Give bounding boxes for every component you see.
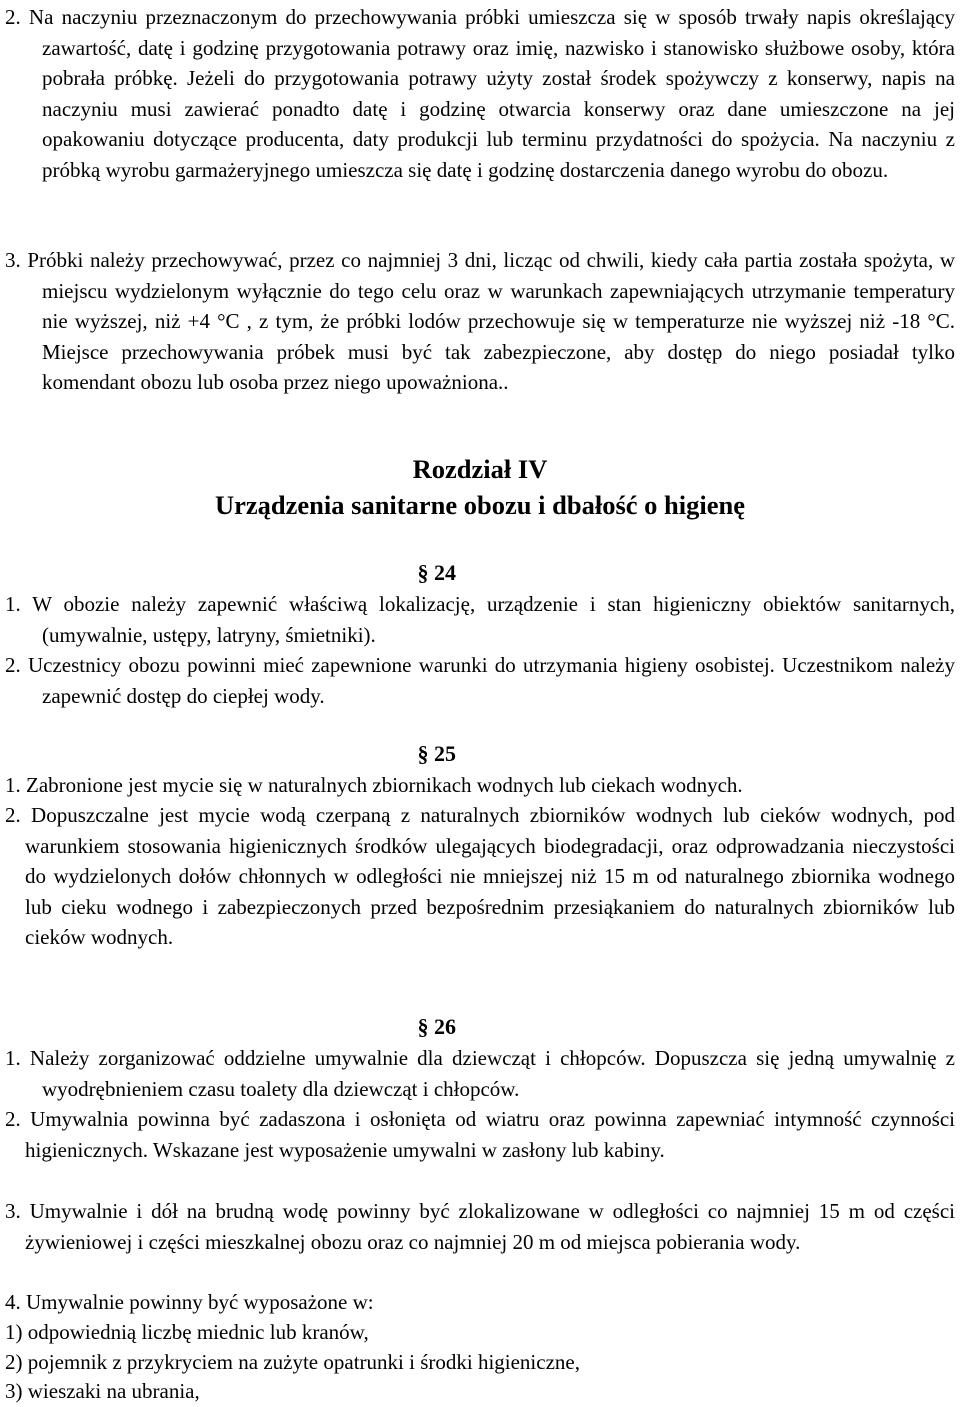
chapter-number: Rozdział IV bbox=[412, 454, 548, 484]
section-26-subitem-1: 1) odpowiednią liczbę miednic lub kranów, bbox=[5, 1320, 369, 1344]
section-sign: § bbox=[417, 1014, 429, 1039]
section-25-item-1: 1. Zabronione jest mycie się w naturalnych zbiornikach wodnych lub ciekach wodnych. bbox=[5, 773, 743, 797]
section-24-heading bbox=[412, 558, 456, 588]
section-number: 26 bbox=[434, 1014, 456, 1039]
chapter-title: Urządzenia sanitarne obozu i dbałość o higienę bbox=[214, 490, 745, 520]
section-25-item-2: 2. Dopuszczalne jest mycie wodą czerpaną z naturalnych zbiorników wodnych lub cieków wodnych, pod warunkiem stosowania higienicznych środków ulegających biodegradacji, oraz odprowadzania nieczystości do wydzielonych dołów chłonnych w odległości nie mniejszej niż 15 m od naturalnego zbiornika wodnego lub cieku wodnego i zabezpieczonych przed bezpośrednim przesiąkaniem do naturalnych zbiorników lub cieków wodnych. bbox=[5, 803, 955, 949]
section-24-item-1: 1. W obozie należy zapewnić właściwą lokalizację, urządzenie i stan higieniczny obiektów sanitarnych, (umywalnie, ustępy, latryny, śmietniki). bbox=[5, 592, 955, 647]
section-sign: § bbox=[417, 741, 429, 766]
section-26-item-4: 4. Umywalnie powinny być wyposażone w: bbox=[5, 1290, 374, 1314]
section-26-subitem-3: 3) wieszaki na ubrania, bbox=[5, 1379, 200, 1403]
paragraph-3-sample-storage: 3. Próbki należy przechowywać, przez co najmniej 3 dni, licząc od chwili, kiedy cała partia została spożyta, w miejscu wydzielonym wyłącznie do tego celu oraz w warunkach zapewniających utrzymanie temperatury nie wyższej, niż +4 °C , z tym, że próbki lodów przechowuje się w temperaturze nie wyższej niż -18 °C. Miejsce przechowywania próbek musi być tak zabezpieczone, aby dostęp do niego posiadał tylko komendant obozu lub osoba przez niego upoważniona.. bbox=[5, 248, 955, 394]
section-number: 25 bbox=[434, 741, 456, 766]
section-26-item-3: 3. Umywalnie i dół na brudną wodę powinny być zlokalizowane w odległości co najmniej 15 m od części żywieniowej i części mieszkalnej obozu oraz co najmniej 20 m od miejsca pobierania wody. bbox=[5, 1199, 955, 1254]
section-sign: § bbox=[417, 560, 429, 585]
section-26-subitem-2: 2) pojemnik z przykryciem na zużyte opatrunki i środki higieniczne, bbox=[5, 1350, 580, 1374]
section-24-item-2: 2. Uczestnicy obozu powinni mieć zapewnione warunki do utrzymania higieny osobistej. Uczestnikom należy zapewnić dostęp do ciepłej wody. bbox=[5, 653, 955, 708]
section-26-item-2: 2. Umywalnia powinna być zadaszona i osłonięta od wiatru oraz powinna zapewniać intymność czynności higienicznych. Wskazane jest wyposażenie umywalni w zasłony lub kabiny. bbox=[5, 1107, 955, 1162]
section-26-item-1: 1. Należy zorganizować oddzielne umywalnie dla dziewcząt i chłopców. Dopuszcza się jedną umywalnię z wyodrębnieniem czasu toalety dla dziewcząt i chłopców. bbox=[5, 1046, 955, 1101]
section-25-heading bbox=[412, 739, 456, 769]
section-number: 24 bbox=[434, 560, 456, 585]
section-26-heading bbox=[412, 1012, 456, 1042]
paragraph-2-sample-label: 2. Na naczyniu przeznaczonym do przechowywania próbki umieszcza się w sposób trwały napis określający zawartość, datę i godzinę przygotowania potrawy oraz imię, nazwisko i stanowisko służbowe osoby, która pobrała próbkę. Jeżeli do przygotowania potrawy użyty został środek spożywczy z konserwy, napis na naczyniu musi zawierać ponadto datę i godzinę otwarcia konserwy oraz dane umieszczone na jej opakowaniu dotyczące producenta, daty produkcji lub terminu przydatności do spożycia. Na naczyniu z próbką wyrobu garmażeryjnego umieszcza się datę i godzinę dostarczenia danego wyrobu do obozu. bbox=[5, 5, 955, 182]
